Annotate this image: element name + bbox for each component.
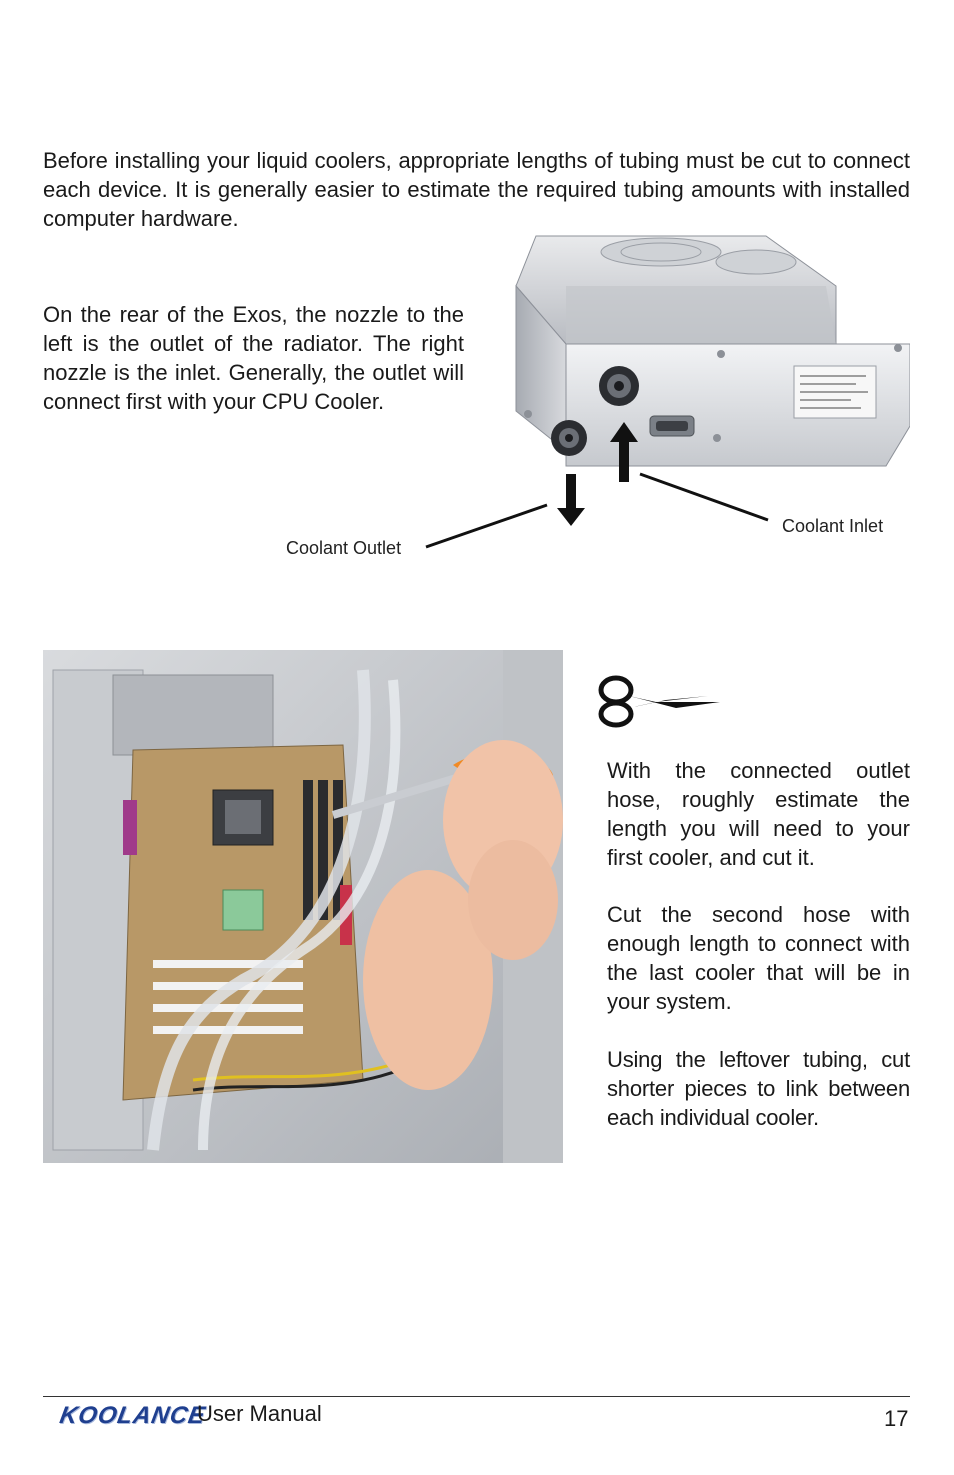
- footer-doc-label: User Manual: [197, 1401, 322, 1426]
- pc-interior-photo: [43, 650, 563, 1163]
- page-number: 17: [884, 1406, 909, 1431]
- footer-rule: [43, 1396, 910, 1397]
- step-3-paragraph: Using the leftover tubing, cut shorter pieces to link between each individual cooler.: [607, 1047, 910, 1130]
- koolance-logo: KOOLANCE: [57, 1402, 208, 1429]
- arrow-down-icon: [566, 474, 574, 488]
- scissors-icon: [596, 672, 724, 730]
- outlet-callout-line: [426, 505, 547, 547]
- exos-rear-photo: [506, 226, 910, 488]
- step-1-paragraph: With the connected outlet hose, roughly estimate the length you will need to your first cooler, and cut it.: [607, 758, 910, 870]
- coolant-outlet-label: Coolant Outlet: [286, 538, 402, 558]
- step-2-paragraph: Cut the second hose with enough length to connect with the last cooler that will be in your system.: [607, 902, 910, 1014]
- intro-paragraph: Before installing your liquid coolers, appropriate lengths of tubing must be cut to connect each device. It is generally easier to estimate the required tubing amounts with installed computer hardware.: [43, 148, 910, 231]
- coolant-inlet-label: Coolant Inlet: [782, 516, 884, 536]
- rear-description: On the rear of the Exos, the nozzle to the left is the outlet of the radiator. The right nozzle is the inlet. Generally, the outlet will connect first with your CPU Cooler.: [43, 302, 464, 414]
